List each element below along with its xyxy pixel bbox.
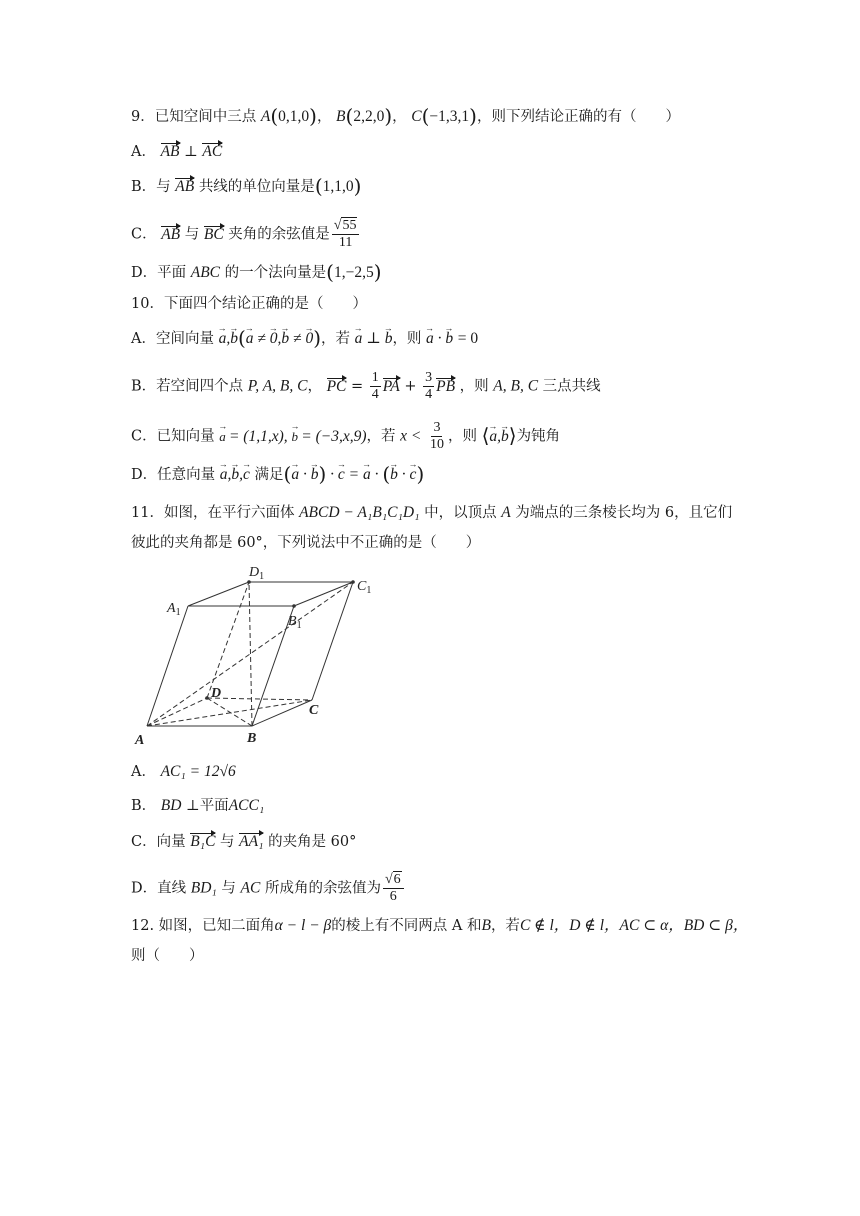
diag-bd1 — [249, 582, 252, 726]
q9-stem: 9．已知空间中三点 A(0,1,0)， B(2,2,0)， C(−1,3,1)，则下列结论正确的有（ ） — [131, 104, 680, 128]
q9-option-c: C． AB 与 BC 夹角的余弦值是 $\frac{√55}{11}$ — [131, 218, 820, 251]
label-a: A — [135, 733, 145, 748]
q10-option-c: C．已知向量 → a = (1,1,x), → b = (−3,x,9)，若 x < $\frac{3}{10}$ ，则 ⟨→ a,→ b⟩为钝角 — [131, 420, 820, 453]
q9-option-a: A． AB ⊥ AC — [131, 143, 223, 160]
q9-option-b: B．与 AB 共线的单位向量是(1,1,0) — [131, 174, 362, 198]
q12-line1: 12. 如图，已知二面角α − l − β的棱上有不同两点 A 和B，若C ∉ l，D ∉ l，AC ⊂ α，BD ⊂ β， — [131, 917, 749, 934]
label-c: C — [309, 703, 319, 718]
q11-stem-line2: 彼此的夹角都是 60°，下列说法中不正确的是（ ） — [131, 535, 481, 551]
edge-b1c1 — [294, 582, 353, 606]
label-b1: $B_1$ — [288, 614, 302, 631]
diag-bd — [207, 698, 252, 726]
q9-option-c-fraction: $\frac{√55}{11}$ — [332, 218, 360, 251]
q11-option-d: D．直线 BD₁ 与 AC 所成角的余弦值为 $\frac{√6}{6}$ — [131, 872, 820, 905]
edge-a1d1 — [188, 582, 249, 606]
q10-option-d: D．任意向量 → a,→ b,→ c 满足(→ a · → b) · → c = → a · (→ b · → c) — [131, 464, 820, 485]
q11-parallelepiped-figure — [131, 560, 391, 754]
edge-ad — [147, 698, 207, 726]
q10-stem: 10．下面四个结论正确的是（ ） — [131, 296, 367, 312]
q12-line2: 则（ ） — [131, 948, 204, 964]
q11-option-d-fraction: $\frac{√6}{6}$ — [383, 872, 404, 905]
edge-dc — [207, 698, 312, 700]
label-a1: $A_1$ — [167, 601, 181, 618]
diag-ac — [147, 700, 312, 726]
q11-option-b: B． BD ⊥平面ACC₁ — [131, 797, 265, 814]
q11-option-a: A． AC₁ = 12√6 — [131, 763, 236, 780]
q11-option-c: C．向量 B₁C 与 AA₁ 的夹角是 60° — [131, 833, 357, 850]
edge-dd1 — [207, 582, 249, 698]
q10-option-a: A．空间向量 → a,→ b(→ a ≠ → 0,→ b ≠ → 0)，若 → a ⊥ → b，则 → a · → b = 0 — [131, 328, 820, 349]
parallelepiped-diagram — [131, 560, 391, 750]
edge-bc — [252, 700, 312, 726]
label-c1: $C_1$ — [357, 579, 372, 596]
q10-option-b: B．若空间四个点 P, A, B, C， PC = $\frac{1}{4}$ PA + $\frac{3}{4}$ PB ，则 A, B, C 三点共线 — [131, 370, 601, 402]
label-d: D — [211, 686, 222, 701]
q11-stem-line1: 11．如图，在平行六面体 ABCD − A₁B₁C₁D₁ 中，以顶点 A 为端点的三条棱长均为 6，且它们 — [131, 504, 733, 521]
edge-cc1 — [312, 582, 353, 700]
label-b: B — [247, 731, 257, 746]
label-d1: $D_1$ — [249, 565, 265, 582]
q9-option-d: D．平面 ABC 的一个法向量是(1,−2,5) — [131, 260, 382, 284]
edge-aa1 — [147, 606, 188, 726]
